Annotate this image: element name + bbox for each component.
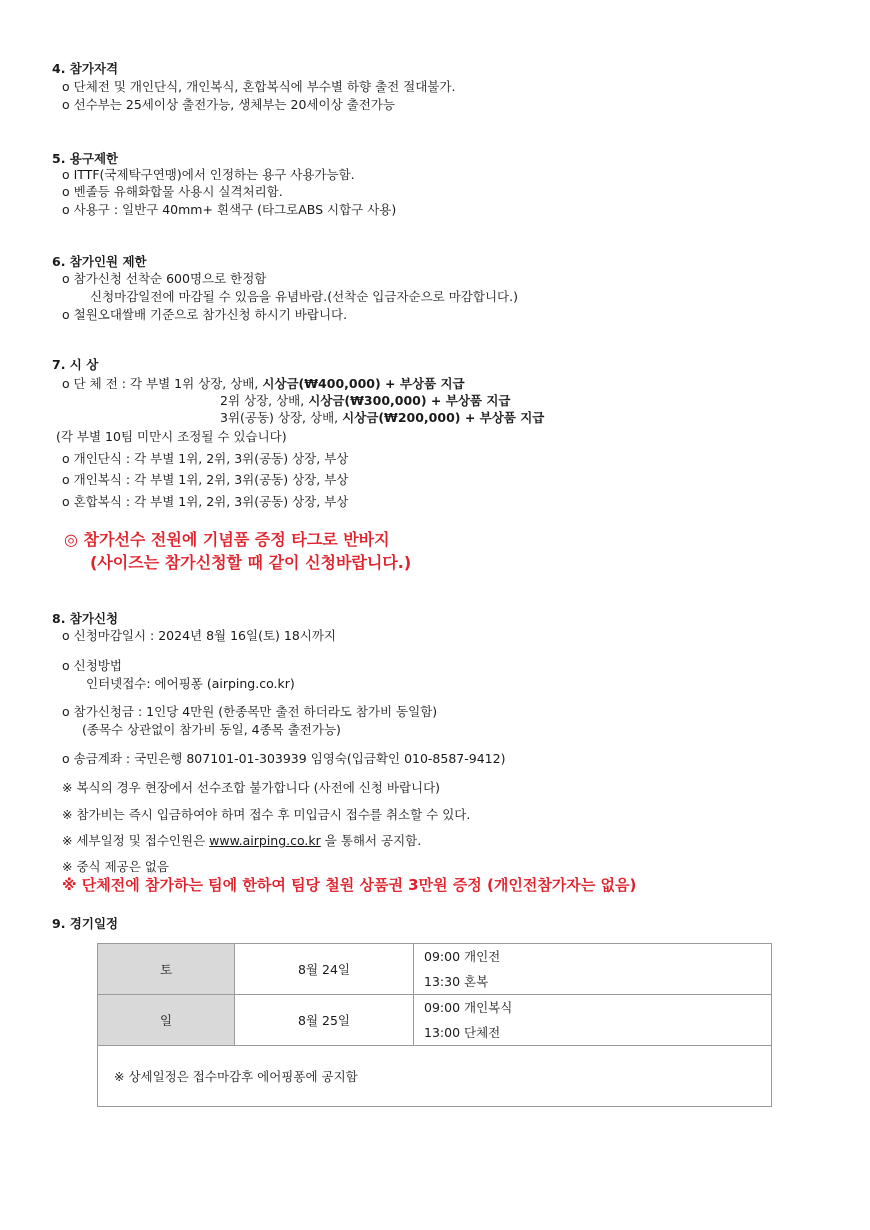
list-item: o 개인복식 : 각 부별 1위, 2위, 3위(공동) 상장, 부상 xyxy=(62,472,349,487)
notice: ※ 참가비는 즉시 입금하여야 하며 접수 후 미입금시 접수를 취소할 수 있다. xyxy=(62,807,471,822)
airping-link[interactable]: www.airping.co.kr xyxy=(209,833,321,848)
section-7-title: 7. 시 상 xyxy=(52,357,99,372)
event-item: 13:00 단체전 xyxy=(424,1025,501,1040)
section-4-title: 4. 참가자격 xyxy=(52,61,119,76)
date-cell: 8월 24일 xyxy=(235,944,414,995)
team-award-lead: 1위 상장, 상배, xyxy=(174,376,263,391)
gift-notice-size: (사이즈는 참가신청할 때 같이 신청바랍니다.) xyxy=(90,553,412,572)
team-award-row xyxy=(62,376,465,392)
deadline: o 신청마감일시 : 2024년 8월 16일(토) 18시까지 xyxy=(62,628,337,643)
events-cell xyxy=(414,944,772,995)
section-9-title: 9. 경기일정 xyxy=(52,916,119,931)
schedule-note: ※ 상세일정은 접수마감후 에어핑퐁에 공지함 xyxy=(98,1046,772,1107)
list-item: o 철원오대쌀배 기준으로 참가신청 하시기 바랍니다. xyxy=(62,307,348,322)
method-value: 인터넷접수: 에어핑퐁 (airping.co.kr) xyxy=(86,676,295,691)
team-award-prize: 시상금(₩200,000) + 부상품 지급 xyxy=(342,410,545,425)
date-cell: 8월 25일 xyxy=(235,995,414,1046)
schedule-notice-suffix: 을 통해서 공지함. xyxy=(320,833,422,848)
team-award-lead: 2위 상장, 상배, xyxy=(220,393,309,408)
team-award-lead: 3위(공동) 상장, 상배, xyxy=(220,410,343,425)
event-item: 13:30 혼복 xyxy=(424,974,489,989)
day-cell: 토 xyxy=(98,944,235,995)
section-5-title: 5. 용구제한 xyxy=(52,151,119,166)
fee-note: (종목수 상관없이 참가비 동일, 4종목 출전가능) xyxy=(82,722,341,737)
list-item: o 벤졸등 유해화합물 사용시 실격처리함. xyxy=(62,184,283,199)
section-6-title: 6. 참가인원 제한 xyxy=(52,254,147,269)
list-item: o 혼합복식 : 각 부별 1위, 2위, 3위(공동) 상장, 부상 xyxy=(62,494,349,509)
table-row xyxy=(98,995,772,1046)
team-award-prize: 시상금(₩400,000) + 부상품 지급 xyxy=(262,376,465,391)
schedule-notice xyxy=(62,833,421,849)
event-item: 09:00 개인전 xyxy=(424,949,501,964)
method-label: o 신청방법 xyxy=(62,658,122,673)
day-cell: 일 xyxy=(98,995,235,1046)
schedule-table xyxy=(97,943,772,1107)
list-item: o 선수부는 25세이상 출전가능, 생체부는 20세이상 출전가능 xyxy=(62,97,395,112)
voucher-notice: ※ 단체전에 참가하는 팀에 한하여 팀당 철원 상품권 3만원 증정 (개인전참가자는 없음) xyxy=(62,876,637,894)
team-award-row xyxy=(220,393,510,409)
list-item: o ITTF(국제탁구연맹)에서 인정하는 용구 사용가능함. xyxy=(62,167,355,182)
section-8-title: 8. 참가신청 xyxy=(52,611,119,626)
lunch-notice: ※ 중식 제공은 없음 xyxy=(62,859,169,874)
list-item: o 개인단식 : 각 부별 1위, 2위, 3위(공동) 상장, 부상 xyxy=(62,451,349,466)
team-award-row xyxy=(220,410,544,426)
events-cell xyxy=(414,995,772,1046)
list-item: o 사용구 : 일반구 40mm+ 흰색구 (타그로ABS 시합구 사용) xyxy=(62,202,397,217)
table-row xyxy=(98,944,772,995)
event-item: 09:00 개인복식 xyxy=(424,1000,513,1015)
award-note: (각 부별 10팀 미만시 조정될 수 있습니다) xyxy=(56,429,287,444)
team-award-prize: 시상금(₩300,000) + 부상품 지급 xyxy=(308,393,511,408)
account: o 송금계좌 : 국민은행 807101-01-303939 임영숙(입금확인 010-8587-9412) xyxy=(62,751,506,766)
table-row xyxy=(98,1046,772,1107)
fee: o 참가신청금 : 1인당 4만원 (한종목만 출전 하더라도 참가비 동일함) xyxy=(62,704,438,719)
list-item: o 참가신청 선착순 600명으로 한정함 xyxy=(62,271,267,286)
list-item: o 단체전 및 개인단식, 개인복식, 혼합복식에 부수별 하향 출전 절대불가. xyxy=(62,79,456,94)
list-item: 신청마감일전에 마감될 수 있음을 유념바람.(선착순 입금자순으로 마감합니다.) xyxy=(90,289,518,304)
notice: ※ 복식의 경우 현장에서 선수조합 불가합니다 (사전에 신청 바랍니다) xyxy=(62,780,441,795)
team-award-head: o 단 체 전 : 각 부별 xyxy=(62,376,175,391)
gift-notice: ◎ 참가선수 전원에 기념품 증정 타그로 반바지 xyxy=(64,530,390,549)
schedule-notice-prefix: ※ 세부일정 및 접수인원은 xyxy=(62,833,210,848)
